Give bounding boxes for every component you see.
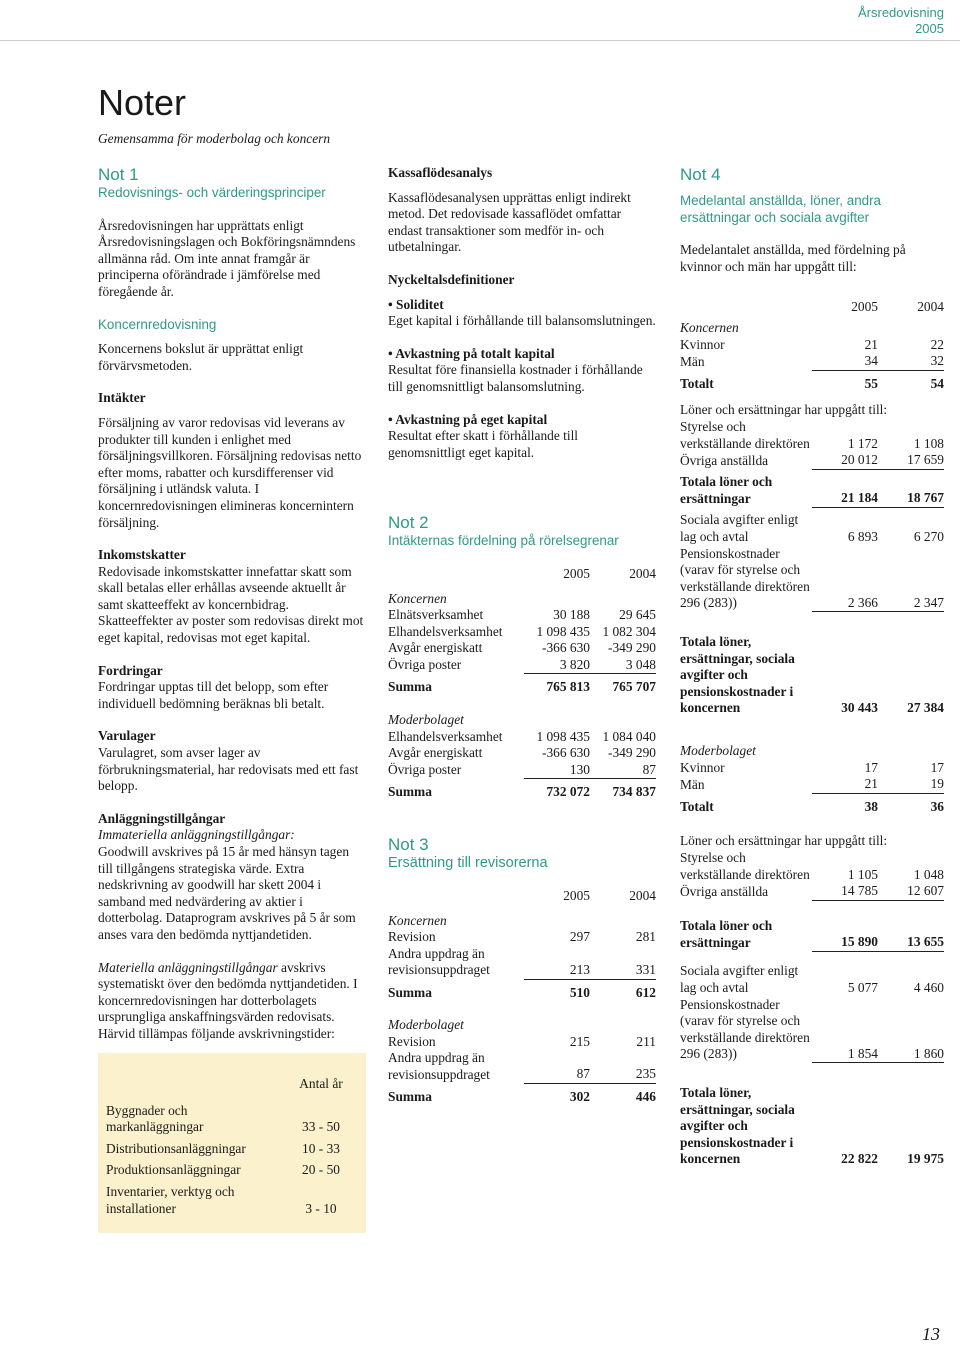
anlaggning-heading: Anläggningstillgångar bbox=[98, 810, 226, 826]
cell-2004: 17 bbox=[930, 759, 944, 775]
cell-2004: 6 270 bbox=[913, 529, 944, 544]
page-subtitle: Gemensamma för moderbolag och koncern bbox=[98, 131, 331, 146]
table-row-label: Styrelse och verkställande direktören bbox=[680, 849, 810, 882]
cell-2004: 19 bbox=[878, 776, 944, 793]
sum-label: Summa bbox=[388, 679, 432, 695]
note2-table bbox=[388, 566, 656, 801]
skatt-text: Redovisade inkomstskatter innefattar skatt som skall betalas eller erhållas avseende aktuellt år samt skatteeffekt av koncernbidrag. Skatteeffekter av poster som redovisas direkt mot eget kapital, redovisas mot eget kapital. bbox=[98, 563, 364, 646]
sum-2004: 18 767 bbox=[878, 469, 944, 507]
note3-heading: Not 3 bbox=[388, 835, 429, 855]
sum-label: Summa bbox=[388, 784, 432, 800]
nyckeltal-heading: Nyckeltalsdefinitioner bbox=[388, 271, 515, 287]
cell-2005: 1 854 bbox=[812, 997, 878, 1063]
table-row-label: Elnätsverksamhet bbox=[388, 607, 484, 623]
cell-2005: 21 bbox=[812, 776, 878, 793]
table-row-label: Styrelse och verkställande direktören bbox=[680, 418, 810, 451]
sum-label: Totala löner, ersättningar, sociala avgifter och pensionskostnader i koncernen bbox=[680, 1084, 795, 1167]
skatt-heading: Inkomstskatter bbox=[98, 547, 186, 563]
dep-value: 33 - 50 bbox=[302, 1119, 340, 1135]
sum-2005: 732 072 bbox=[546, 784, 590, 800]
column-1 bbox=[98, 165, 366, 1233]
table-row-label: Män bbox=[680, 776, 705, 792]
header-rule bbox=[0, 40, 960, 41]
sum-2005: 765 813 bbox=[546, 679, 590, 695]
group-koncernen: Koncernen bbox=[680, 319, 739, 335]
sum-2004: 734 837 bbox=[612, 784, 656, 800]
avk-totalt-text: Resultat före finansiella kostnader i förhållande till genomsnittligt balansomslutning. bbox=[388, 362, 643, 394]
avk-eget-heading: • Avkastning på eget kapital bbox=[388, 411, 548, 427]
sum-2004: 54 bbox=[930, 375, 944, 391]
sum-label: Totala löner, ersättningar, sociala avgifter och pensionskostnader i koncernen bbox=[680, 633, 795, 716]
cell-2004: 12 607 bbox=[878, 883, 944, 900]
note3-subheading: Ersättning till revisorerna bbox=[388, 855, 548, 872]
koncern-text: Koncernens bokslut är upprättat enligt förvärvsmetoden. bbox=[98, 341, 304, 373]
cell-2005: -366 630 bbox=[542, 745, 590, 761]
note1-subheading: Redovisnings- och värderingsprinciper bbox=[98, 185, 326, 200]
cell-2004: 235 bbox=[590, 1050, 656, 1083]
group-koncernen: Koncernen bbox=[388, 912, 447, 928]
table-row-label: Löner och ersättningar har uppgått till: bbox=[680, 402, 888, 418]
cell-2005: 1 105 bbox=[847, 866, 878, 882]
table-row-label: Andra uppdrag än revisionsuppdraget bbox=[388, 1050, 490, 1082]
cell-2005: 87 bbox=[524, 1050, 590, 1083]
varulager-text: Varulagret, som avser lager av förbrukningsmaterial, har redovisats med ett fast belopp. bbox=[98, 745, 359, 794]
sum-2004: 765 707 bbox=[612, 679, 656, 695]
intakter-text: Försäljning av varor redovisas vid leverans av produkter till kunden i enlighet med försäljningsvillkoren. Försäljning redovisas netto efter moms, rabatter och kursdifferenser vid försäljning i utländsk valuta. I koncernredovisningen elimineras koncernintern försäljning. bbox=[98, 414, 362, 530]
intakter-heading: Intäkter bbox=[98, 390, 146, 406]
avk-totalt-heading: • Avkastning på totalt kapital bbox=[388, 345, 555, 361]
sum-label: Totalt bbox=[680, 798, 714, 814]
year-2005: 2005 bbox=[563, 888, 590, 904]
cell-2005: 34 bbox=[812, 353, 878, 370]
cell-2005: 297 bbox=[569, 929, 590, 945]
cell-2005: 1 098 435 bbox=[536, 728, 590, 744]
table-row-label: Övriga anställda bbox=[680, 452, 769, 468]
cell-2005: 215 bbox=[569, 1033, 590, 1049]
cell-2005: 1 098 435 bbox=[536, 623, 590, 639]
table-row-label: Revision bbox=[388, 929, 436, 945]
group-moderbolaget: Moderbolaget bbox=[388, 1017, 464, 1033]
cell-2004: 87 bbox=[590, 762, 656, 779]
materiella-text bbox=[98, 960, 366, 1043]
year-2004: 2004 bbox=[917, 299, 944, 315]
sum-2004: 446 bbox=[635, 1088, 656, 1104]
cell-2004: 32 bbox=[878, 353, 944, 370]
sum-2004: 13 655 bbox=[878, 900, 944, 951]
table-row-label: Avgår energiskatt bbox=[388, 745, 483, 761]
dep-label: Produktionsanläggningar bbox=[106, 1162, 241, 1178]
cell-2004: 1 860 bbox=[878, 997, 944, 1063]
table-row-label: Pensionskostnader (varav för styrelse och verkställande direktören 296 (283)) bbox=[680, 545, 810, 611]
table-row-label: Elhandelsverksamhet bbox=[388, 728, 503, 744]
note3-table bbox=[388, 888, 656, 1106]
sum-label: Summa bbox=[388, 984, 432, 1000]
cell-2005: 30 188 bbox=[553, 607, 590, 623]
table-row-label: Pensionskostnader (varav för styrelse och verkställande direktören 296 (283)) bbox=[680, 996, 810, 1062]
note1-heading: Not 1 bbox=[98, 165, 139, 184]
materiella-label: Materiella anläggningstillgångar bbox=[98, 959, 278, 975]
cell-2005: 1 172 bbox=[847, 435, 878, 451]
year-2005: 2005 bbox=[851, 299, 878, 315]
sum-label: Totala löner och ersättningar bbox=[680, 918, 773, 950]
cell-2004: -349 290 bbox=[608, 745, 656, 761]
table-row-label: Sociala avgifter enligt lag och avtal bbox=[680, 963, 799, 995]
table-row-label: Kvinnor bbox=[680, 759, 725, 775]
cell-2004: 17 659 bbox=[878, 452, 944, 469]
page-number: 13 bbox=[922, 1324, 940, 1344]
table-row-label: Män bbox=[680, 353, 705, 369]
cell-2005: 6 893 bbox=[847, 529, 878, 544]
cell-2004: 1 048 bbox=[913, 866, 944, 882]
cell-2004: 1 084 040 bbox=[602, 728, 656, 744]
cell-2005: 130 bbox=[524, 762, 590, 779]
table-row-label: Andra uppdrag än revisionsuppdraget bbox=[388, 945, 490, 978]
avk-eget-text: Resultat efter skatt i förhållande till genomsnittligt eget kapital. bbox=[388, 428, 579, 460]
table-row-label: Avgår energiskatt bbox=[388, 640, 483, 656]
depreciation-box bbox=[98, 1053, 366, 1234]
sum-2004: 612 bbox=[635, 984, 656, 1000]
note4-subheading: Medelantal anställda, löner, andra ersättningar och sociala avgifter bbox=[680, 193, 881, 225]
soliditet-heading: • Soliditet bbox=[388, 296, 444, 312]
dep-label: Inventarier, verktyg och installationer bbox=[106, 1183, 235, 1216]
table-row-label: Övriga poster bbox=[388, 762, 462, 778]
sum-2005: 302 bbox=[569, 1088, 590, 1104]
year-2004: 2004 bbox=[629, 888, 656, 904]
note4-intro: Medelantalet anställda, med fördelning på kvinnor och män har uppgått till: bbox=[680, 242, 906, 274]
note4-table bbox=[680, 299, 944, 1168]
sum-2005: 30 443 bbox=[841, 700, 878, 716]
table-row-label: Övriga anställda bbox=[680, 883, 769, 899]
cell-2005: 20 012 bbox=[812, 452, 878, 469]
running-header bbox=[858, 5, 944, 37]
column-3 bbox=[680, 165, 944, 1168]
page-title: Noter bbox=[98, 82, 187, 123]
dep-value: 3 - 10 bbox=[305, 1200, 337, 1216]
cell-2005: -366 630 bbox=[542, 640, 590, 656]
year-2005: 2005 bbox=[563, 565, 590, 581]
kassaflode-text: Kassaflödesanalysen upprättas enligt indirekt metod. Det redovisade kassaflödet omfattar endast transaktioner som medför in- och utbetalningar. bbox=[388, 189, 631, 255]
note2-heading: Not 2 bbox=[388, 513, 429, 533]
fordringar-heading: Fordringar bbox=[98, 662, 163, 678]
materiella-body: avskrivs systematiskt över den bedömda nyttjandetiden. I koncernredovisningen har dotterbolagets ursprungliga anskaffningsvärden redovisats. Härvid tillämpas följande avskrivningstider: bbox=[98, 959, 358, 1041]
depreciation-header: Antal år bbox=[299, 1075, 343, 1091]
group-moderbolaget: Moderbolaget bbox=[388, 712, 464, 728]
cell-2004: -349 290 bbox=[608, 640, 656, 656]
cell-2004: 331 bbox=[590, 946, 656, 979]
table-row-label: Revision bbox=[388, 1033, 436, 1049]
cell-2005: 21 bbox=[864, 336, 878, 352]
header-title: Årsredovisning bbox=[858, 5, 944, 20]
table-row-label: Löner och ersättningar har uppgått till: bbox=[680, 833, 888, 849]
cell-2004: 3 048 bbox=[590, 657, 656, 674]
group-moderbolaget: Moderbolaget bbox=[680, 742, 756, 758]
soliditet-text: Eget kapital i förhållande till balansomslutningen. bbox=[388, 313, 656, 329]
note2-subheading: Intäkternas fördelning på rörelsegrenar bbox=[388, 533, 619, 549]
sum-2005: 55 bbox=[864, 375, 878, 391]
sum-2005: 510 bbox=[569, 984, 590, 1000]
sum-label: Totalt bbox=[680, 375, 714, 391]
sum-2005: 15 890 bbox=[812, 900, 878, 951]
table-row-label: Kvinnor bbox=[680, 336, 725, 352]
anlaggning-subheading: Immateriella anläggningstillgångar: bbox=[98, 827, 295, 843]
dep-label: Distributionsanläggningar bbox=[106, 1140, 246, 1156]
table-row-label: Elhandelsverksamhet bbox=[388, 623, 503, 639]
sum-2004: 27 384 bbox=[907, 700, 944, 716]
cell-2005: 3 820 bbox=[524, 657, 590, 674]
cell-2004: 1 108 bbox=[913, 435, 944, 451]
koncern-heading: Koncernredovisning bbox=[98, 316, 217, 332]
cell-2005: 14 785 bbox=[812, 883, 878, 900]
sum-2004: 36 bbox=[930, 798, 944, 814]
cell-2004: 1 082 304 bbox=[602, 623, 656, 639]
cell-2005: 5 077 bbox=[847, 979, 878, 995]
note4-heading: Not 4 bbox=[680, 165, 721, 184]
column-2 bbox=[388, 165, 656, 1106]
table-row-label: Sociala avgifter enligt lag och avtal bbox=[680, 512, 799, 544]
group-koncernen: Koncernen bbox=[388, 590, 447, 606]
cell-2004: 2 347 bbox=[878, 546, 944, 612]
year-2004: 2004 bbox=[629, 565, 656, 581]
sum-label: Totala löner och ersättningar bbox=[680, 474, 773, 506]
sum-label: Summa bbox=[388, 1088, 432, 1104]
table-row-label: Övriga poster bbox=[388, 657, 462, 673]
cell-2004: 281 bbox=[635, 929, 656, 945]
cell-2004: 22 bbox=[930, 336, 944, 352]
cell-2004: 4 460 bbox=[913, 979, 944, 995]
anlaggning-text: Goodwill avskrives på 15 år med hänsyn tagen till tillgångens strategiska värde. Extra nedskrivning av goodwill har skett 2004 i samband med nedvärdering av aktier i dotterbolag. Dataprogram avskrives på 5 år som anses vara den bedömda nyttjandetiden. bbox=[98, 844, 356, 942]
kassaflode-heading: Kassaflödesanalys bbox=[388, 165, 493, 180]
sum-2005: 22 822 bbox=[841, 1151, 878, 1167]
depreciation-table bbox=[106, 1067, 356, 1218]
sum-2005: 21 184 bbox=[812, 469, 878, 507]
dep-label: Byggnader och markanläggningar bbox=[106, 1102, 204, 1135]
fordringar-text: Fordringar upptas till det belopp, som efter individuell bedömning beräknas bli betalt. bbox=[98, 679, 329, 711]
cell-2004: 29 645 bbox=[619, 607, 656, 623]
cell-2005: 17 bbox=[864, 759, 878, 775]
dep-value: 10 - 33 bbox=[302, 1140, 340, 1156]
sum-2005: 38 bbox=[864, 798, 878, 814]
note1-intro: Årsredovisningen har upprättats enligt Årsredovisningslagen och Bokföringsnämndens allmänna råd. Om inte annat framgår är principerna oförändrade i jämförelse med föregående år. bbox=[98, 217, 356, 299]
cell-2004: 211 bbox=[636, 1033, 656, 1049]
cell-2005: 2 366 bbox=[812, 546, 878, 612]
dep-value: 20 - 50 bbox=[302, 1162, 340, 1178]
header-year: 2005 bbox=[915, 21, 944, 36]
varulager-heading: Varulager bbox=[98, 728, 156, 744]
sum-2004: 19 975 bbox=[907, 1151, 944, 1167]
cell-2005: 213 bbox=[524, 946, 590, 979]
